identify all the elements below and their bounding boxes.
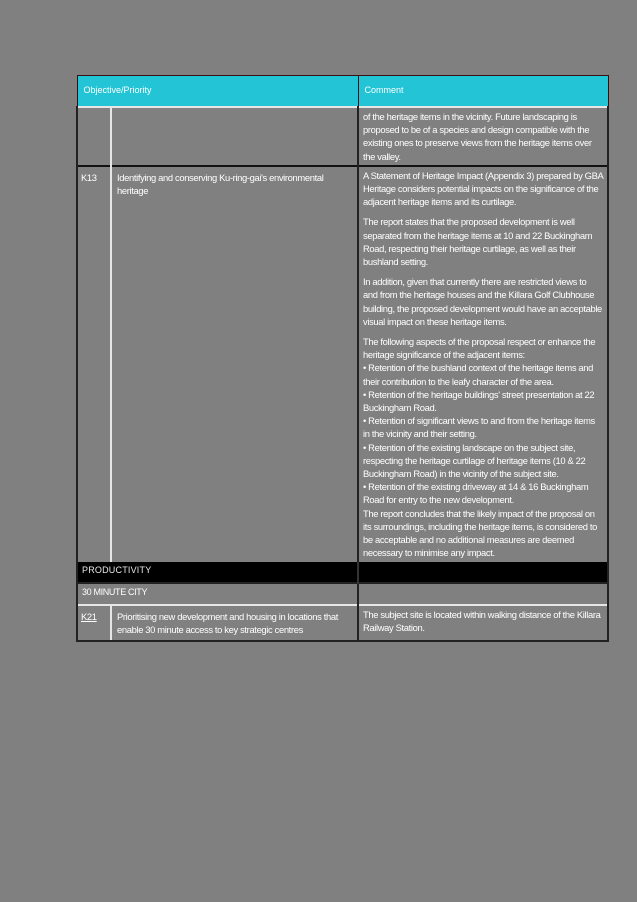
comment-aspects bbox=[363, 335, 603, 559]
aspect-item: • Retention of the bushland context of the heritage items and their contribution to the leafy character of the area. bbox=[363, 362, 594, 387]
subsection-empty-cell bbox=[358, 583, 608, 605]
table-row-k13 bbox=[77, 166, 608, 562]
aspects-intro: The following aspects of the proposal respect or enhance the heritage significance of the adjacent items: bbox=[363, 336, 596, 361]
aspect-item: • Retention of the heritage buildings' street presentation at 22 Buckingham Road. bbox=[363, 388, 595, 414]
objectives-table bbox=[76, 75, 609, 642]
row-objective: Identifying and conserving Ku-ring-gai's environmental heritage bbox=[111, 166, 358, 562]
header-objective-priority: Objective/Priority bbox=[77, 76, 358, 108]
aspect-item: • Retention of the existing driveway at 14 & 16 Buckingham Road for entry to the new development. bbox=[363, 481, 589, 506]
comment-paragraph: A Statement of Heritage Impact (Appendix 3) prepared by GBA Heritage considers potential impacts on the significance of the adjacent heritage items and its curtilage. bbox=[363, 169, 603, 208]
row-comment bbox=[358, 166, 608, 562]
row-comment bbox=[358, 107, 608, 166]
row-objective bbox=[111, 107, 358, 166]
table-row-k21 bbox=[77, 605, 608, 641]
aspect-item: • Retention of significant views to and from the heritage items in the vicinity and their setting. bbox=[363, 415, 595, 440]
row-comment bbox=[358, 605, 608, 641]
comment-paragraph: The subject site is located within walking distance of the Killara Railway Station. bbox=[363, 608, 601, 633]
table-row-continuation bbox=[77, 107, 608, 166]
section-label: PRODUCTIVITY bbox=[77, 562, 358, 583]
conclusion: The report concludes that the likely impact of the proposal on its surroundings, including the heritage items, is considered to be acceptable and no additional measures are deemed necessary to minimise any impact. bbox=[363, 507, 597, 559]
table-header-row bbox=[77, 76, 608, 108]
row-code: K13 bbox=[77, 166, 111, 562]
header-comment: Comment bbox=[358, 76, 608, 108]
comment-paragraph: of the heritage items in the vicinity. Future landscaping is proposed to be of a species and design compatible with the existing ones to preserve views from the heritage items over the valley. bbox=[363, 111, 592, 162]
row-code bbox=[77, 107, 111, 166]
subsection-label: 30 MINUTE CITY bbox=[77, 583, 358, 605]
section-row-productivity bbox=[77, 562, 608, 583]
comment-paragraph: In addition, given that currently there are restricted views to and from the heritage houses and the Killara Golf Clubhouse building, the proposed development would have an acceptable visual impact on these heritage items. bbox=[363, 276, 602, 327]
section-empty-cell bbox=[358, 562, 608, 583]
row-code: K21 bbox=[77, 605, 111, 641]
subsection-row-30-minute-city bbox=[77, 583, 608, 605]
comment-paragraph: The report states that the proposed development is well separated from the heritage items at 10 and 22 Buckingham Road, respecting their heritage curtilage, as well as their bushland setting. bbox=[363, 216, 593, 268]
aspect-item: • Retention of the existing landscape on the subject site, respecting the heritage curtilage of heritage items (10 & 22 Buckingham Road) in the vicinity of the subject site. bbox=[363, 441, 586, 480]
row-objective: Prioritising new development and housing in locations that enable 30 minute access to key strategic centres bbox=[111, 605, 358, 641]
